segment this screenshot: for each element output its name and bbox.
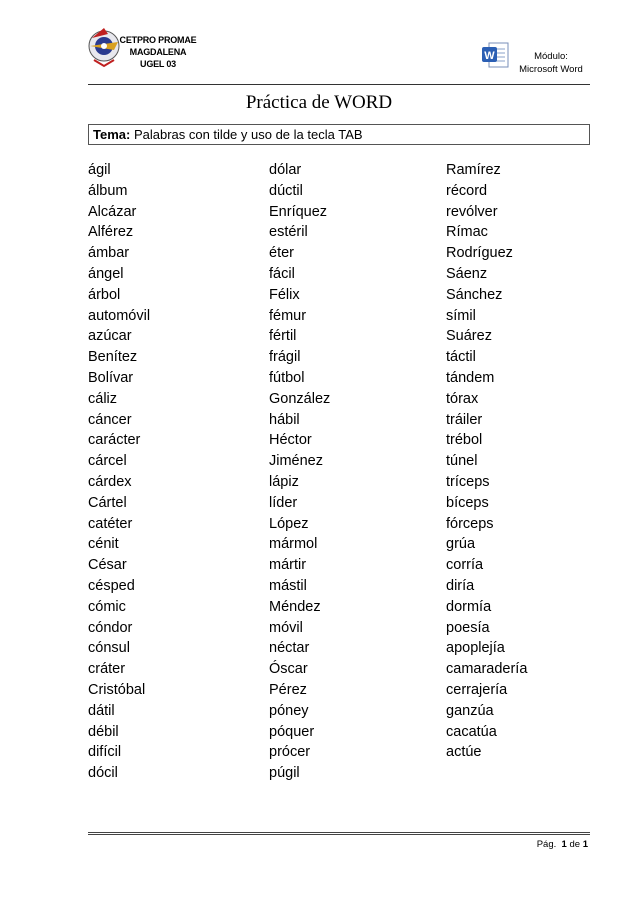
word-item: lápiz bbox=[269, 473, 299, 490]
word-item: López bbox=[269, 515, 309, 532]
word-item: cóndor bbox=[88, 619, 133, 636]
word-item: dúctil bbox=[269, 182, 303, 199]
word-item: Jiménez bbox=[269, 453, 323, 470]
word-item: Cristóbal bbox=[88, 681, 146, 698]
word-item: néctar bbox=[269, 640, 310, 657]
word-item: cáncer bbox=[88, 411, 132, 428]
word-item: corría bbox=[446, 557, 484, 574]
svg-text:W: W bbox=[484, 50, 495, 62]
word-item: tándem bbox=[446, 369, 495, 386]
word-item: hábil bbox=[269, 411, 300, 428]
topic-label: Tema: bbox=[93, 127, 131, 142]
word-item: Cártel bbox=[88, 494, 127, 511]
word-item: fácil bbox=[269, 265, 295, 282]
module-label: Módulo: bbox=[534, 51, 568, 62]
word-item: ganzúa bbox=[446, 702, 494, 719]
page-label: Pág. bbox=[536, 839, 557, 850]
word-item: símil bbox=[446, 307, 476, 324]
footer-divider bbox=[88, 832, 590, 835]
module-info bbox=[508, 50, 594, 76]
word-item: Enríquez bbox=[269, 203, 328, 220]
word-item: fórceps bbox=[446, 515, 494, 532]
header-divider bbox=[88, 84, 590, 85]
institution-line: MAGDALENA bbox=[129, 47, 187, 57]
word-item: actúe bbox=[446, 744, 482, 761]
word-item: Benítez bbox=[88, 349, 138, 366]
word-item: diría bbox=[446, 577, 475, 594]
word-item: árbol bbox=[88, 286, 121, 303]
word-item: fútbol bbox=[269, 369, 305, 386]
word-item: trébol bbox=[446, 432, 483, 449]
word-item: mástil bbox=[269, 577, 307, 594]
word-item: fértil bbox=[269, 328, 297, 345]
word-item: cónsul bbox=[88, 640, 130, 657]
word-item: móvil bbox=[269, 619, 303, 636]
word-item: mármol bbox=[269, 536, 318, 553]
word-item: Bolívar bbox=[88, 369, 134, 386]
institution-line: CETPRO PROMAE bbox=[119, 35, 197, 45]
word-item: Óscar bbox=[269, 661, 308, 678]
page-total: 1 bbox=[582, 839, 588, 850]
word-item: César bbox=[88, 557, 127, 574]
word-item: grúa bbox=[446, 536, 476, 553]
word-item: prócer bbox=[269, 744, 311, 761]
page-separator: de bbox=[569, 839, 581, 850]
word-item: Suárez bbox=[446, 328, 492, 345]
word-column-2 bbox=[269, 160, 330, 784]
word-item: apoplejía bbox=[446, 640, 505, 657]
word-item: tríceps bbox=[446, 473, 490, 490]
topic-text: Palabras con tilde y uso de la tecla TAB bbox=[130, 127, 363, 142]
word-item: débil bbox=[88, 723, 119, 740]
word-item: mártir bbox=[269, 557, 307, 574]
word-item: túnel bbox=[446, 453, 478, 470]
word-item: Sáenz bbox=[446, 265, 488, 282]
page-number bbox=[537, 839, 588, 850]
word-item: tórax bbox=[446, 390, 479, 407]
word-item: cómic bbox=[88, 598, 126, 615]
word-item: póquer bbox=[269, 723, 315, 740]
word-item: bíceps bbox=[446, 494, 489, 511]
word-item: cráter bbox=[88, 661, 126, 678]
word-item: revólver bbox=[446, 203, 498, 220]
word-item: récord bbox=[446, 182, 488, 199]
word-column-3 bbox=[446, 160, 527, 763]
word-item: poesía bbox=[446, 619, 490, 636]
word-item: catéter bbox=[88, 515, 133, 532]
institution-line: UGEL 03 bbox=[140, 59, 176, 69]
word-item: frágil bbox=[269, 349, 301, 366]
word-item: púgil bbox=[269, 765, 300, 782]
institution-name bbox=[118, 34, 198, 70]
word-item: ámbar bbox=[88, 245, 130, 262]
word-item: dócil bbox=[88, 765, 118, 782]
word-item: Héctor bbox=[269, 432, 312, 449]
word-item: éter bbox=[269, 245, 294, 262]
word-item: cárdex bbox=[88, 473, 132, 490]
word-item: Félix bbox=[269, 286, 300, 303]
word-item: carácter bbox=[88, 432, 141, 449]
word-item: cáliz bbox=[88, 390, 118, 407]
page-current: 1 bbox=[561, 839, 567, 850]
word-column-1 bbox=[88, 160, 150, 784]
word-item: difícil bbox=[88, 744, 122, 761]
word-item: tráiler bbox=[446, 411, 483, 428]
word-item: fémur bbox=[269, 307, 307, 324]
word-item: póney bbox=[269, 702, 309, 719]
word-app-icon bbox=[480, 40, 510, 70]
word-item: césped bbox=[88, 577, 135, 594]
word-item: Alcázar bbox=[88, 203, 137, 220]
word-item: Rímac bbox=[446, 224, 488, 241]
word-item: automóvil bbox=[88, 307, 151, 324]
word-item: estéril bbox=[269, 224, 308, 241]
word-item: cárcel bbox=[88, 453, 127, 470]
word-item: ángel bbox=[88, 265, 124, 282]
word-item: dátil bbox=[88, 702, 115, 719]
word-item: Alférez bbox=[88, 224, 134, 241]
word-item: dólar bbox=[269, 162, 302, 178]
word-item: dormía bbox=[446, 598, 492, 615]
word-item: Sánchez bbox=[446, 286, 503, 303]
module-value: Microsoft Word bbox=[519, 64, 583, 75]
word-item: cacatúa bbox=[446, 723, 497, 740]
page-title: Práctica de WORD bbox=[245, 92, 393, 113]
word-item: ágil bbox=[88, 162, 111, 178]
word-item: González bbox=[269, 390, 331, 407]
word-item: camaradería bbox=[446, 661, 528, 678]
word-item: líder bbox=[269, 494, 298, 511]
word-item: Ramírez bbox=[446, 162, 501, 178]
word-item: cerrajería bbox=[446, 681, 508, 698]
word-item: Rodríguez bbox=[446, 245, 513, 262]
topic-box bbox=[88, 124, 590, 145]
word-item: táctil bbox=[446, 349, 476, 366]
word-item: Méndez bbox=[269, 598, 321, 615]
word-item: Pérez bbox=[269, 681, 307, 698]
word-item: cénit bbox=[88, 536, 119, 553]
word-item: álbum bbox=[88, 182, 128, 199]
word-item: azúcar bbox=[88, 328, 132, 345]
